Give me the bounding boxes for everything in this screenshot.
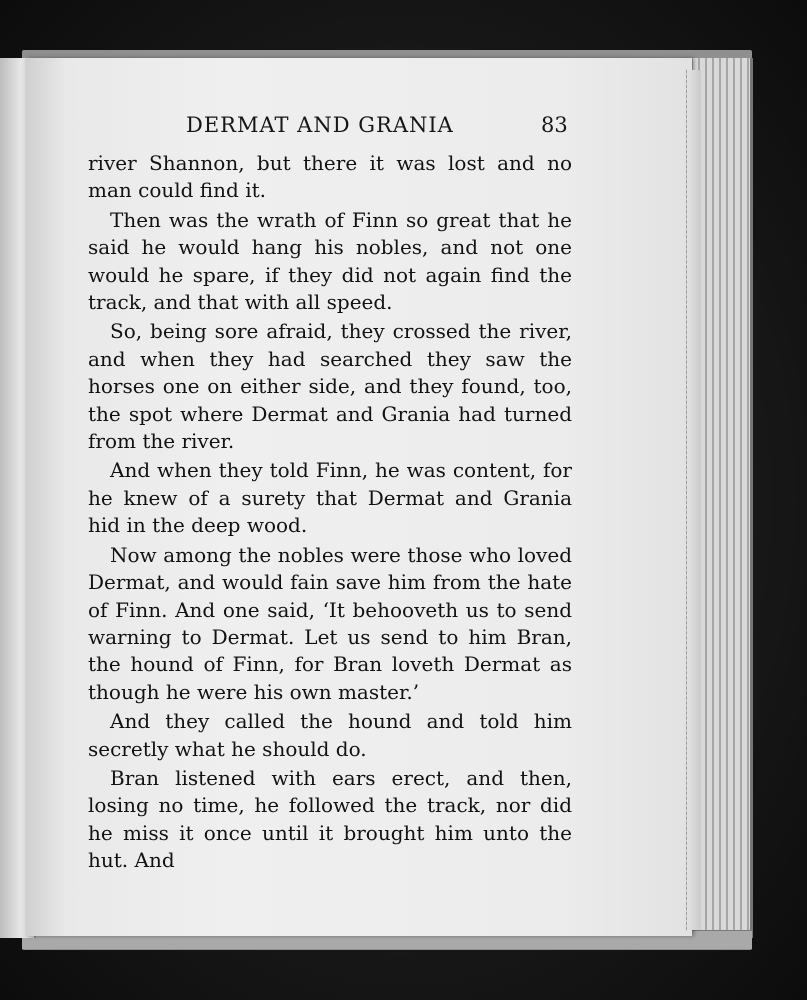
paragraph: river Shannon, but there it was lost and no man could find it. [88,151,572,203]
paragraph: And when they told Finn, he was content, for he knew of a surety that Dermat and Grania hid in the deep wood. [88,458,572,538]
page-deckle-edge [686,70,701,930]
paragraph: Now among the nobles were those who loved Dermat, and would fain save him from the hate of Finn. And one said, ‘It behooveth us to send warning to Dermat. Let us send to him Bran, the hound of Finn, for Bran loveth Dermat as though he were his own master.’ [88,542,572,704]
paragraph: Then was the wrath of Finn so great that he said he would hang his nobles, and not one would he spare, if they did not again find the track, and that with all speed. [88,207,572,315]
paragraph: So, being sore afraid, they crossed the river, and when they had searched they saw the horses one on either side, and they found, too, the spot where Dermat and Grania had turned from the river. [88,319,572,454]
page-number: 83 [541,113,568,137]
running-header [186,113,566,143]
paragraph: And they called the hound and told him secretly what he should do. [88,709,572,761]
body-text [88,150,572,875]
running-title: DERMAT AND GRANIA [186,113,454,137]
paragraph: Bran listened with ears erect, and then, losing no time, he followed the track, nor did he miss it once until it brought him unto the hut. And [88,765,572,873]
